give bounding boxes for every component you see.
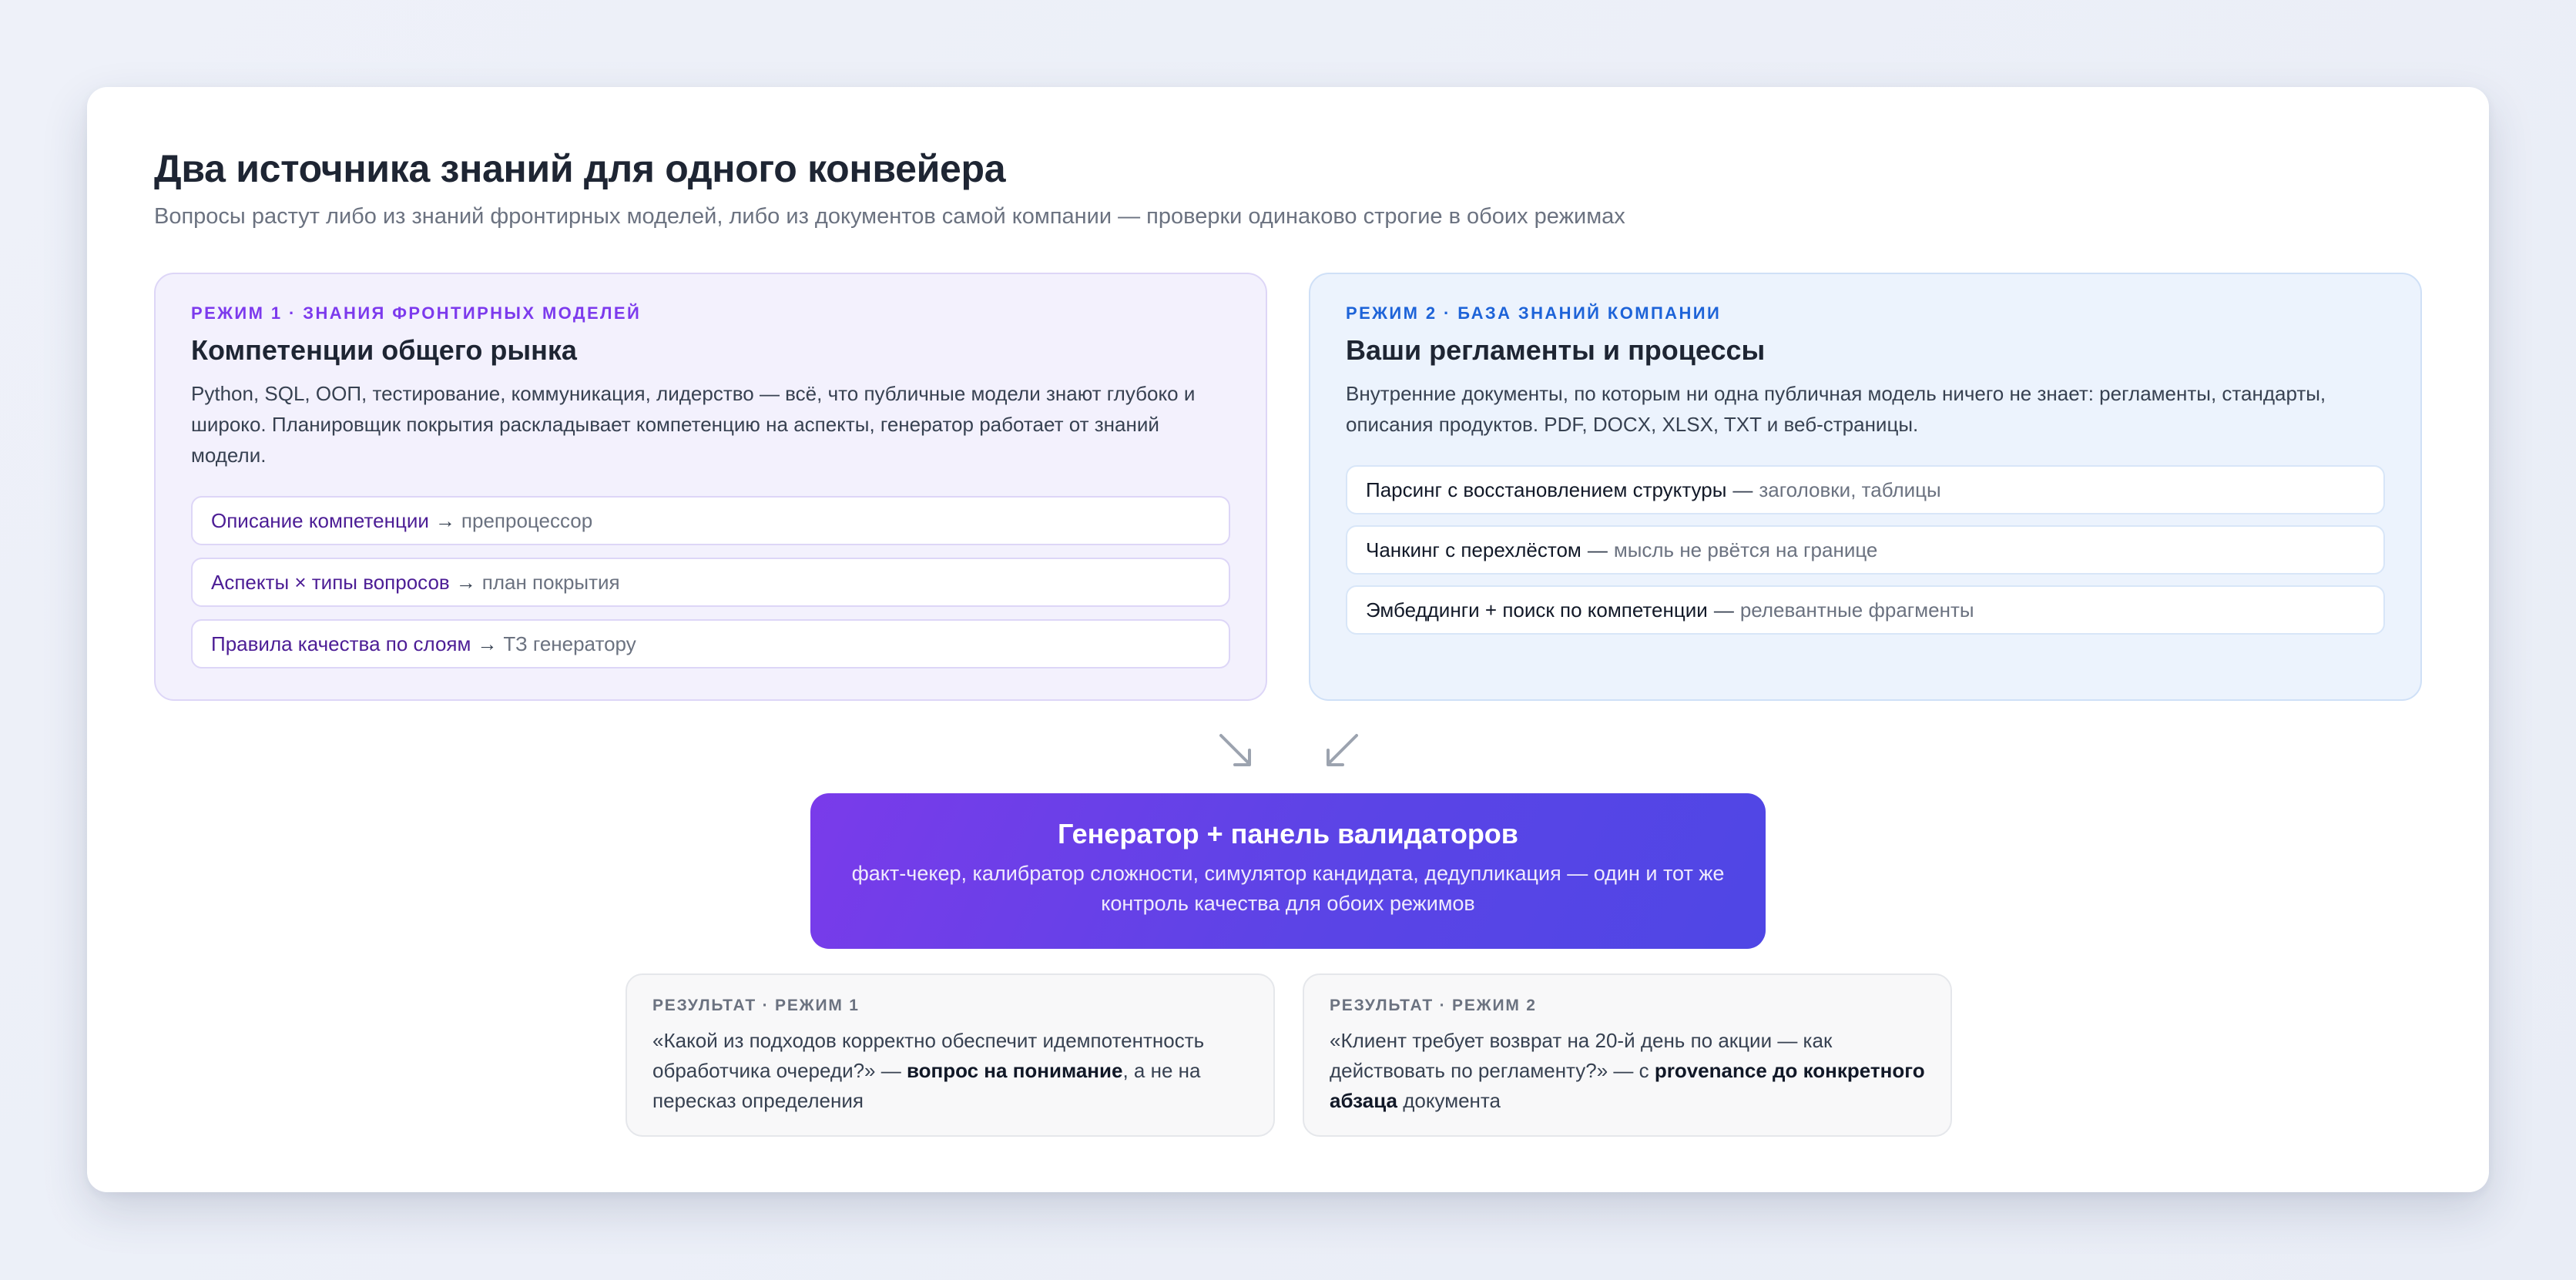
result-mode1-text xyxy=(652,1026,1252,1116)
mode1-item-key: Правила качества по слоям xyxy=(211,632,471,655)
mode1-item xyxy=(191,619,1230,668)
result-mode2-text-after: документа xyxy=(1397,1089,1501,1112)
generator-description: факт-чекер, калибратор сложности, симулятор кандидата, дедупликация — один и тот же контроль качества для обоих режимов xyxy=(851,862,1725,915)
mode2-title: Ваши регламенты и процессы xyxy=(1346,334,1766,366)
arrow-down-right-icon xyxy=(1216,731,1256,771)
dash-separator: — xyxy=(1732,477,1753,501)
mode2-item xyxy=(1346,465,2385,514)
mode1-panel xyxy=(154,273,1267,701)
arrow-right-icon: → xyxy=(434,508,455,532)
result-mode2-kicker: РЕЗУЛЬТАТ · РЕЖИМ 2 xyxy=(1330,997,1537,1014)
diagram-card xyxy=(87,87,2489,1192)
mode2-item-key: Чанкинг с перехлёстом xyxy=(1366,538,1581,561)
dash-separator: — xyxy=(1587,538,1608,561)
mode1-item xyxy=(191,558,1230,607)
mode1-item-key: Описание компетенции xyxy=(211,508,429,532)
arrow-down-left-icon xyxy=(1321,731,1361,771)
mode2-item-key: Эмбеддинги + поиск по компетенции xyxy=(1366,598,1708,622)
mode2-kicker: РЕЖИМ 2 · БАЗА ЗНАНИЙ КОМПАНИИ xyxy=(1346,303,1722,323)
mode1-item-value: план покрытия xyxy=(481,570,620,594)
mode1-item xyxy=(191,496,1230,545)
result-mode1-kicker: РЕЗУЛЬТАТ · РЕЖИМ 1 xyxy=(652,997,860,1014)
result-mode2-highlight: provenance до конкретного абзаца xyxy=(1330,1059,1925,1112)
result-mode1-text-after: , а не на пересказ определения xyxy=(652,1059,1201,1112)
mode1-title: Компетенции общего рынка xyxy=(191,334,577,366)
mode2-item-value: релевантные фрагменты xyxy=(1739,598,1974,622)
mode1-item-value: ТЗ генератору xyxy=(503,632,636,655)
mode2-item-key: Парсинг с восстановлением структуры xyxy=(1366,477,1727,501)
page-title: Два источника знаний для одного конвейера xyxy=(154,147,1006,190)
mode1-kicker: РЕЖИМ 1 · ЗНАНИЯ ФРОНТИРНЫХ МОДЕЛЕЙ xyxy=(191,303,642,323)
arrow-right-icon: → xyxy=(455,570,476,594)
result-mode2-text-before: «Клиент требует возврат на 20-й день по акции — как действовать по регламенту?» — с xyxy=(1330,1029,1833,1082)
result-mode1-card xyxy=(626,973,1275,1137)
page-subtitle: Вопросы растут либо из знаний фронтирных моделей, либо из документов самой компании — проверки одинаково строгие в обоих режимах xyxy=(154,204,1625,229)
mode1-item-key: Аспекты × типы вопросов xyxy=(211,570,450,594)
generator-box xyxy=(810,793,1766,949)
mode1-item-value: препроцессор xyxy=(461,508,593,532)
mode2-item xyxy=(1346,585,2385,635)
result-mode2-text xyxy=(1330,1026,1929,1116)
mode1-description: Python, SQL, ООП, тестирование, коммуникация, лидерство — всё, что публичные модели знают глубоко и широко. Планировщик покрытия раскладывает компетенцию на аспекты, генератор работает от знаний модели. xyxy=(191,382,1196,467)
result-mode1-highlight: вопрос на понимание xyxy=(906,1059,1123,1082)
mode2-panel xyxy=(1309,273,2422,701)
dash-separator: — xyxy=(1713,598,1734,622)
mode2-item-value: мысль не рвётся на границе xyxy=(1613,538,1878,561)
result-mode2-card xyxy=(1303,973,1952,1137)
mode2-item xyxy=(1346,525,2385,575)
mode2-item-value: заголовки, таблицы xyxy=(1759,477,1941,501)
generator-title: Генератор + панель валидаторов xyxy=(1058,818,1518,849)
result-mode1-text-before: «Какой из подходов корректно обеспечит идемпотентность обработчика очереди?» — xyxy=(652,1029,1205,1082)
arrow-right-icon: → xyxy=(477,632,498,655)
mode2-description: Внутренние документы, по которым ни одна публичная модель ничего не знает: регламенты, стандарты, описания продуктов. PDF, DOCX, XLSX, TXT и веб-страницы. xyxy=(1346,382,2326,436)
